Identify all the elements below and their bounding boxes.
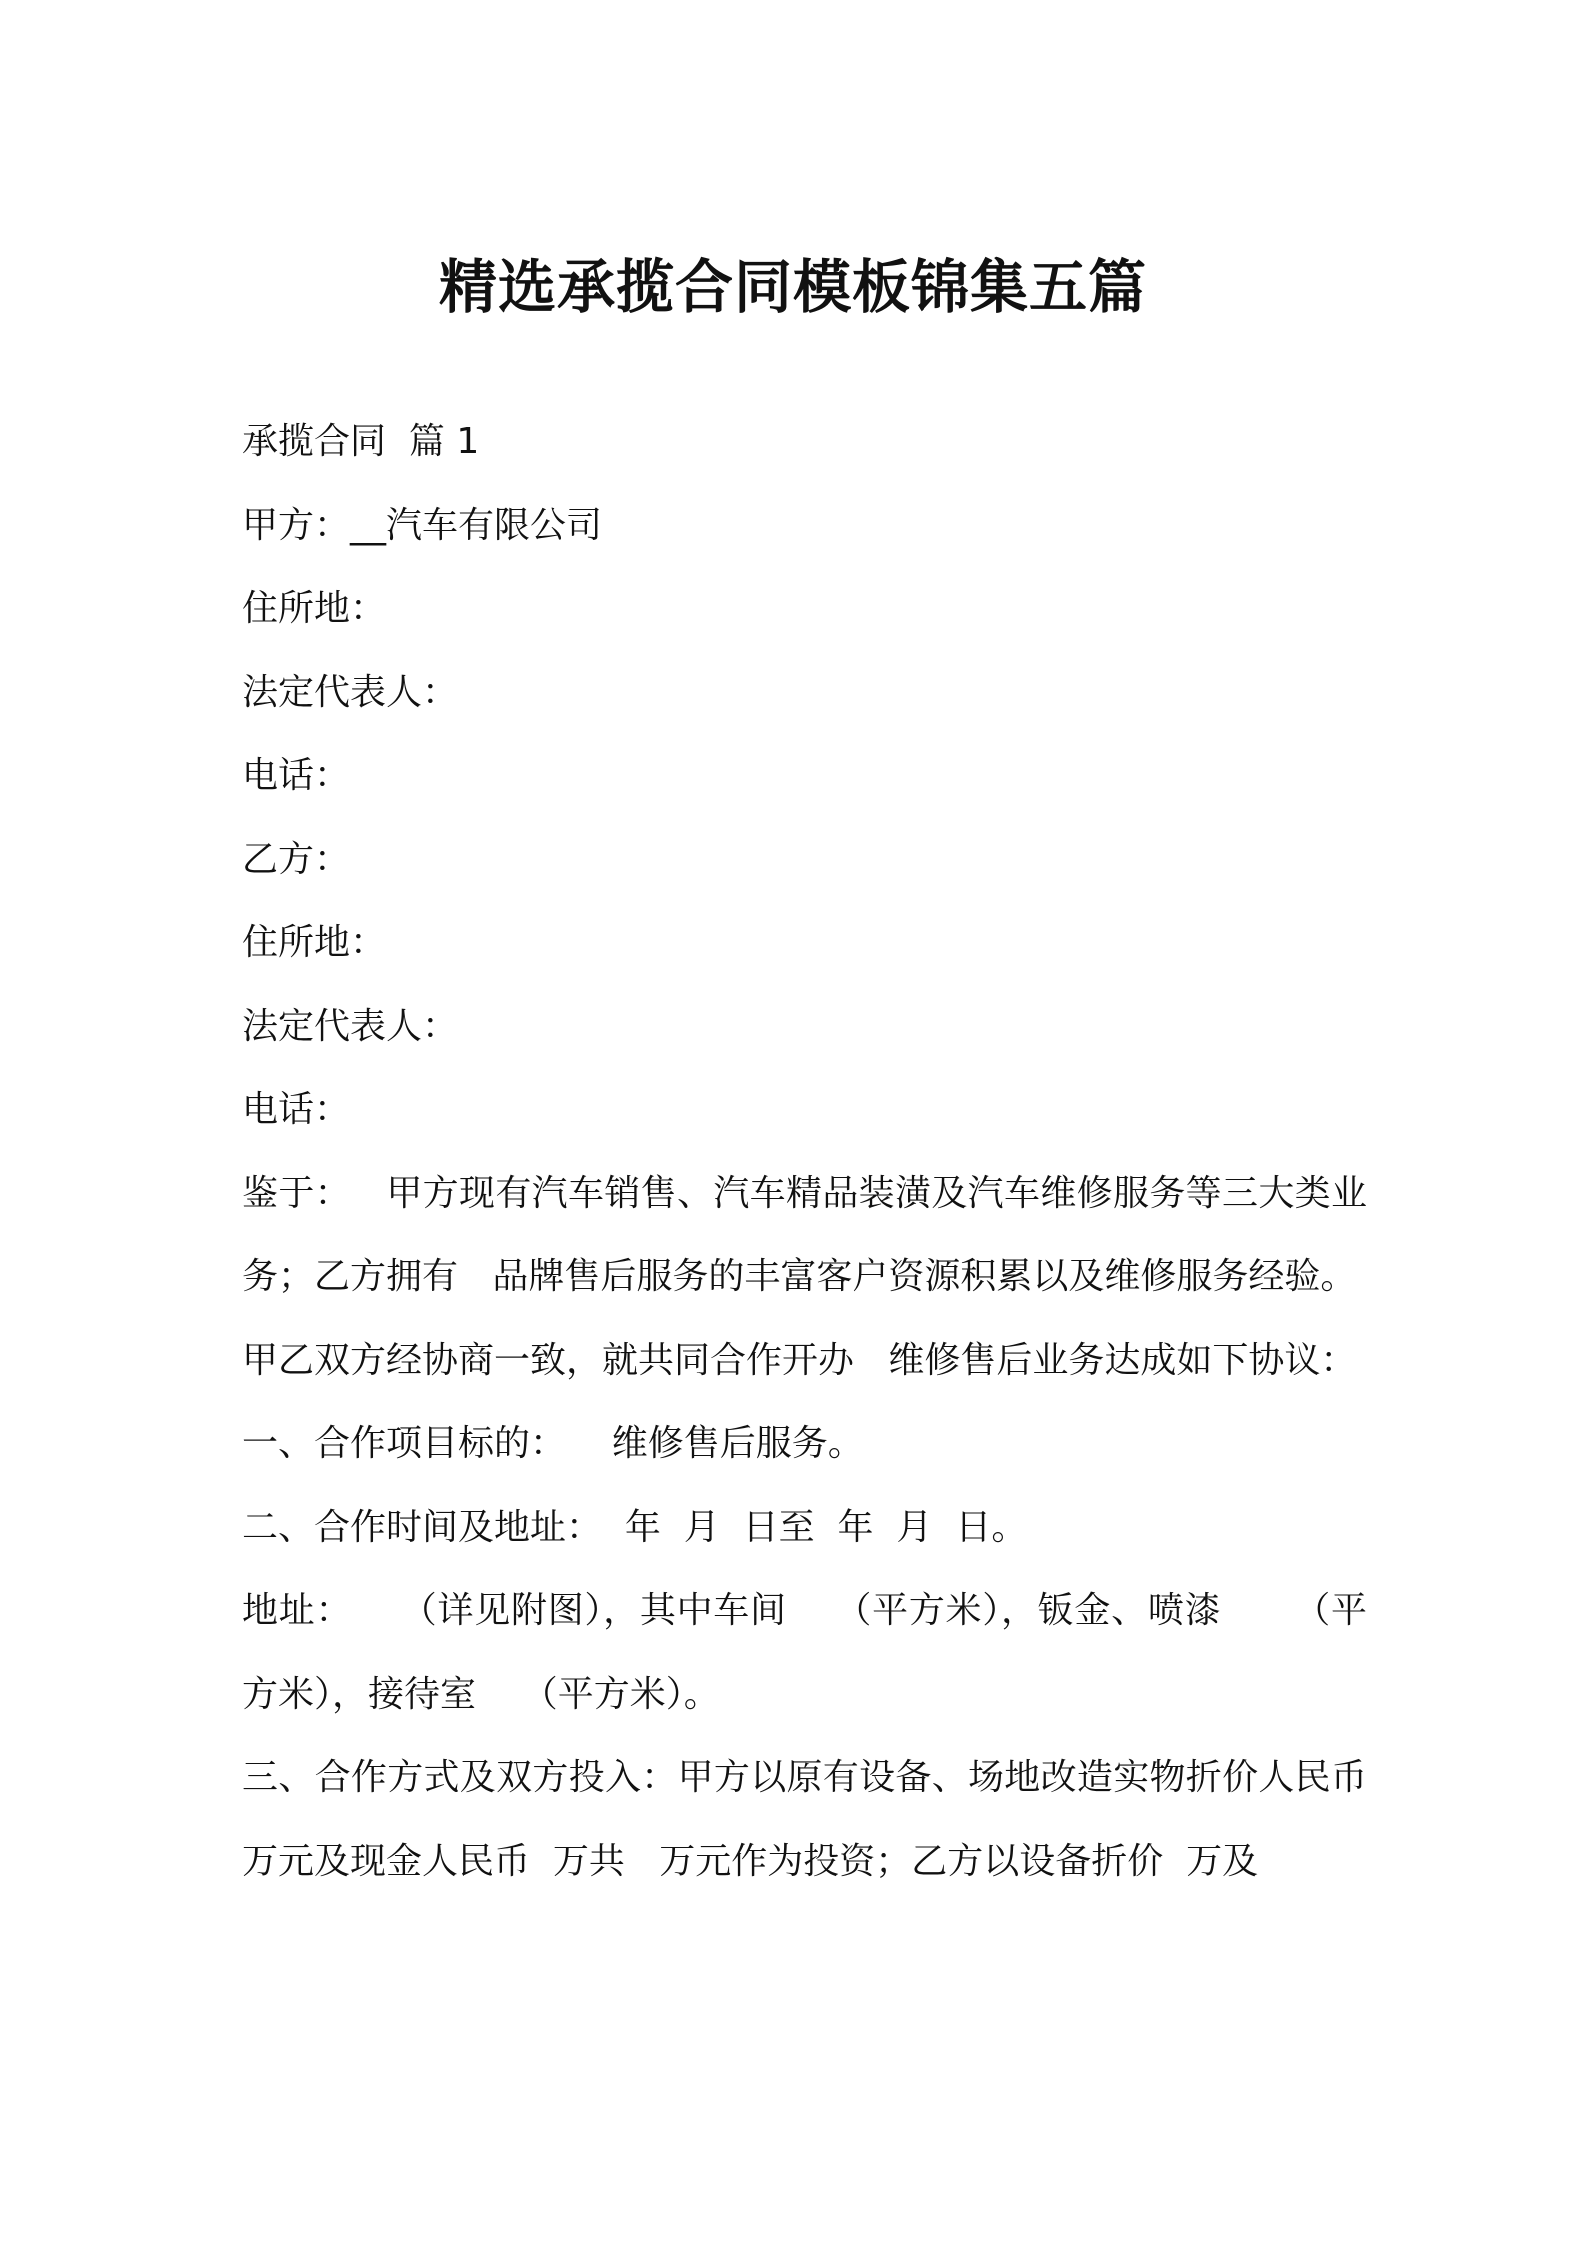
party-a-legal-rep-label: 法定代表人： <box>242 671 459 713</box>
party-b-label: 乙方： <box>242 838 351 880</box>
section-heading: 承揽合同 篇 1 <box>242 421 480 462</box>
party-a-name: 甲方：__汽车有限公司 <box>242 504 603 546</box>
recital-paragraph: 鉴于： 甲方现有汽车销售、汽车精品装潢及汽车维修服务等三大类业务；乙方拥有 品牌售后服务的丰富客户资源积累以及维修服务经验。 <box>242 1172 1367 1297</box>
party-b-address-label: 住所地： <box>242 922 387 963</box>
clause-1-paragraph: 一、合作项目标的： 维修售后服务。 <box>242 1423 864 1464</box>
document-title: 精选承揽合同模板锦集五篇 <box>438 252 1147 321</box>
party-a-address-label: 住所地： <box>242 588 387 629</box>
document-body <box>242 400 1390 1903</box>
party-b-phone-label: 电话： <box>242 1089 351 1130</box>
agreement-intro-paragraph: 甲乙双方经协商一致，就共同合作开办 维修售后业务达成如下协议： <box>242 1339 1357 1381</box>
clause-3-paragraph: 三、合作方式及双方投入：甲方以原有设备、场地改造实物折价人民币 万元及现金人民币 万共 万元作为投资；乙方以设备折价 万及 <box>242 1757 1390 1882</box>
clause-2-paragraph: 二、合作时间及地址： 年 月 日至 年 月 日。 <box>242 1506 1028 1548</box>
party-b-legal-rep-label: 法定代表人： <box>242 1005 459 1047</box>
address-paragraph: 地址： （详见附图），其中车间 （平方米），钣金、喷漆 （平方米），接待室 （平方米）。 <box>242 1590 1367 1715</box>
party-a-phone-label: 电话： <box>242 755 351 796</box>
